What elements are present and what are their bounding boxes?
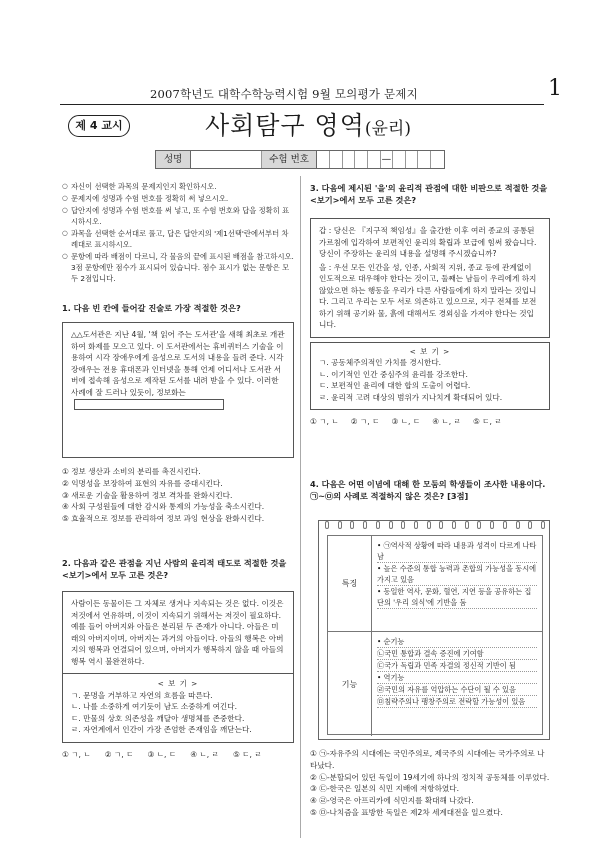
instruction-item: ○ 문제지에 성명과 수험 번호를 정확히 써 넣으시오. bbox=[62, 193, 294, 204]
feature-label: 특징 bbox=[328, 536, 372, 632]
notebook-table bbox=[318, 520, 550, 740]
bogi-item: ㄷ. 보편적인 윤리에 대한 합의 도출이 어렵다. bbox=[319, 381, 471, 390]
option-5[interactable]: ⑤ ㄷ, ㄹ bbox=[472, 417, 502, 426]
question-3-options bbox=[310, 416, 550, 427]
question-4-options bbox=[310, 748, 550, 819]
function-item: ㉡국민 통합과 결속 증진에 기여함 bbox=[377, 648, 537, 660]
subject-title bbox=[205, 106, 411, 142]
exam-number-digit[interactable] bbox=[343, 151, 356, 168]
bogi-label: < 보 기 > bbox=[409, 346, 451, 356]
exam-number-digit[interactable] bbox=[330, 151, 343, 168]
function-item: ㉣국민의 자유를 억압하는 수단이 될 수 있음 bbox=[377, 684, 537, 696]
passage-text: 사람이든 동물이든 그 자체로 생겨나 지속되는 것은 없다. 이것은 저것에서 연유하며, 이것이 지속되기 위해서는 저것이 필요하다. 예를 들어 아버지와 아들은 분리된 두 존재가 아니다. 아들은 미래의 아버지이며, 아버지는 과거의 아들이다. 아들의 행복은 아버지의 행복과 연결되어 있으며, 아버지가 행복하지 않을 때 아들의 행복 역시 불완전하다. bbox=[71, 599, 284, 666]
function-item: • 순기능 bbox=[377, 636, 537, 648]
option-5[interactable]: ⑤ ㄷ, ㄹ bbox=[232, 749, 262, 759]
notebook-spiral bbox=[325, 521, 545, 529]
session-badge: 제 4 교시 bbox=[68, 115, 130, 137]
passage-text: △△도서관은 지난 4월, '책 읽어 주는 도서관'을 새해 최초로 개관하여 화제를 모으고 있다. 이 도서관에서는 휴비퀴터스 기술을 이용하여 시각 장애우에게 음성으로 도서의 내용을 들려 준다. 시각 장애우는 전용 휴대폰과 인터넷을 통해 언제 어디서나 도서관 서버에 접속해 음성으로 제작된 도서를 내려 받을 수 있다. 이러한 사례에 잘 드러나 있듯이, 정보화는 bbox=[71, 330, 285, 397]
exam-number-digit[interactable] bbox=[431, 151, 444, 168]
bogi-item: ㄱ. 문명을 거부하고 자연의 흐름을 따른다. bbox=[71, 690, 213, 700]
function-item: ㉤침략주의나 팽창주의로 전락할 가능성이 있음 bbox=[377, 696, 537, 708]
option-4[interactable]: ④ ㄴ, ㄹ bbox=[432, 417, 461, 426]
question-3-bogi bbox=[310, 342, 550, 411]
question-1-options bbox=[62, 466, 294, 525]
id-bar bbox=[155, 150, 445, 169]
instruction-item: ○ 문항에 따라 배점이 다르니, 각 물음의 끝에 표시된 배점을 참고하시오. 3점 문항에만 점수가 표시되어 있습니다. 점수 표시가 없는 문항은 모두 2점입니다. bbox=[62, 251, 294, 284]
answer-blank bbox=[74, 399, 224, 410]
function-label: 기능 bbox=[328, 632, 372, 736]
function-item: ㉢국가 독립과 민족 자결의 정신적 기반이 됨 bbox=[377, 660, 537, 672]
instructions bbox=[62, 181, 294, 285]
exam-number-digit[interactable] bbox=[418, 151, 431, 168]
exam-number-digit[interactable] bbox=[355, 151, 368, 168]
question-1-stem: 1. 다음 빈 칸에 들어갈 진술로 가장 적절한 것은? bbox=[62, 303, 241, 313]
question-2-passage bbox=[62, 591, 294, 674]
exam-number-digit[interactable] bbox=[393, 151, 406, 168]
dialogue-eul: 을 : 우선 모든 인간을 성, 인종, 사회적 지위, 종교 등에 관계없이 인도적으로 대우해야 한다는 것이고, 둘째는 남들이 우리에게 하지 않았으면 하는 행동을 우리가 다른 사람들에게 하지 말라는 것입니다. 그리고 우리는 모두 서로 의존하고 있으므로, 지구 전체를 보전하기 위해 공기와 물, 흙에 대해서도 경외심을 가져야 한다는 것입니다. bbox=[319, 262, 537, 329]
function-item: • 역기능 bbox=[377, 672, 537, 684]
question-2-bogi bbox=[62, 674, 294, 743]
instruction-item: ○ 답안지에 성명과 수험 번호를 써 넣고, 또 수험 번호와 답을 정확히 표시하시오. bbox=[62, 205, 294, 227]
function-list bbox=[372, 632, 542, 736]
question-3-stem: 3. 다음에 제시된 '을'의 윤리적 관점에 대한 비판으로 적절한 것을 <보기>에서 모두 고른 것은? bbox=[310, 183, 548, 205]
option-1[interactable]: ① 정보 생산과 소비의 분리를 촉진시킨다. bbox=[62, 467, 201, 476]
subject-name: 사회탐구 영역 bbox=[205, 111, 365, 140]
notebook-grid bbox=[327, 535, 543, 735]
name-field[interactable] bbox=[191, 151, 262, 168]
option-4[interactable]: ④ 사회 구성원들에 대한 감시와 통제의 가능성을 축소시킨다. bbox=[62, 502, 265, 512]
option-2[interactable]: ② ㄱ, ㄷ bbox=[350, 417, 380, 426]
option-1[interactable]: ① ㄱ, ㄴ bbox=[310, 417, 339, 426]
option-4[interactable]: ④ ㄴ, ㄹ bbox=[190, 749, 219, 759]
name-label: 성명 bbox=[156, 151, 191, 168]
option-5[interactable]: ⑤ 효율적으로 정보를 관리하여 정보 과잉 현상을 완화시킨다. bbox=[62, 514, 265, 524]
option-3[interactable]: ③ 새로운 기술을 활용하여 정보 격차를 완화시킨다. bbox=[62, 490, 233, 500]
feature-list bbox=[372, 536, 542, 632]
header-rule bbox=[60, 104, 544, 105]
question-1 bbox=[62, 302, 294, 525]
question-4-stem: 4. 다음은 어떤 이념에 대해 한 모둠의 학생들이 조사한 내용이다. ㉠~㉤의 사례로 적절하지 않은 것은? [3점] bbox=[310, 479, 546, 501]
option-4[interactable]: ④ ㉣-영국은 아프리카에 식민지를 확대해 나갔다. bbox=[310, 796, 474, 806]
bogi-item: ㄷ. 만물의 상호 의존성을 깨달아 생명체를 존중한다. bbox=[71, 713, 245, 723]
option-5[interactable]: ⑤ ㉤-나치즘을 표방한 독일은 제2차 세계대전을 일으켰다. bbox=[310, 807, 503, 817]
subject-sub: (윤리) bbox=[364, 119, 411, 139]
option-3[interactable]: ③ ㄴ, ㄷ bbox=[147, 749, 177, 759]
question-4-stem-block bbox=[310, 478, 550, 502]
dialogue-gap: 갑 : 당신은 『지구적 책임성』을 출간한 이후 여러 종교의 공통된 가르침에 입각하여 보편적인 윤리의 확립과 보급에 힘써 왔습니다. 당신이 주장하는 윤리의 내용을 설명해 주시겠습니까? bbox=[319, 226, 537, 258]
option-1[interactable]: ① ㉠-자유주의 시대에는 국민주의로, 제국주의 시대에는 국가주의로 나타났다. bbox=[310, 749, 545, 770]
feature-item: • 동일한 역사, 문화, 혈연, 지연 등을 공유하는 집단의 '우리 의식'에 기반을 둠 bbox=[377, 586, 537, 609]
bogi-item: ㄹ. 자연계에서 인간이 가장 존엄한 존재임을 깨닫는다. bbox=[71, 725, 252, 734]
page-number: 1 bbox=[548, 76, 562, 101]
option-2[interactable]: ② 익명성을 보장하여 표현의 자유를 증대시킨다. bbox=[62, 478, 223, 488]
exam-title: 2007학년도 대학수학능력시험 9월 모의평가 문제지 bbox=[150, 87, 418, 101]
exam-number-digit[interactable] bbox=[317, 151, 330, 168]
exam-number-digit[interactable] bbox=[368, 151, 381, 168]
exam-number-dash: — bbox=[381, 151, 393, 168]
question-2 bbox=[62, 557, 294, 760]
question-2-stem: 2. 다음과 같은 관점을 지닌 사람의 윤리적 태도로 적절한 것을 <보기>에서 모두 고른 것은? bbox=[62, 558, 287, 580]
column-divider bbox=[300, 176, 301, 838]
question-3 bbox=[310, 182, 550, 427]
bogi-item: ㄱ. 공동체주의적인 가치를 경시한다. bbox=[319, 358, 442, 367]
exam-number-label: 수험 번호 bbox=[262, 151, 317, 168]
option-3[interactable]: ③ ㉢-한국은 일본의 식민 지배에 저항하였다. bbox=[310, 784, 459, 794]
option-3[interactable]: ③ ㄴ, ㄷ bbox=[391, 417, 421, 426]
question-2-options bbox=[62, 749, 294, 760]
instruction-item: ○ 자신이 선택한 과목의 문제지인지 확인하시오. bbox=[62, 181, 294, 192]
bogi-item: ㄴ. 이기적인 인간 중심주의 윤리를 강조한다. bbox=[319, 369, 468, 379]
question-1-passage bbox=[62, 322, 294, 458]
feature-item: • 높은 수준의 통합 능력과 촌합의 가능성을 동시에 가지고 있음 bbox=[377, 564, 537, 584]
option-2[interactable]: ② ㉡-분할되어 있던 독일이 19세기에 하나의 정치적 공동체를 이루었다. bbox=[310, 772, 550, 782]
option-1[interactable]: ① ㄱ, ㄴ bbox=[62, 749, 91, 759]
feature-item: • ㉠역사적 상황에 따라 내용과 성격이 다르게 나타남 bbox=[377, 541, 537, 561]
bogi-item: ㄹ. 윤리적 고려 대상의 범위가 지나치게 확대되어 있다. bbox=[319, 392, 503, 402]
exam-number-digit[interactable] bbox=[406, 151, 419, 168]
question-3-passage bbox=[310, 218, 550, 338]
instruction-item: ○ 과목을 선택한 순서대로 풀고, 답은 답안지의 '제1선택'란에서부터 차례대로 표시하시오. bbox=[62, 228, 294, 250]
bogi-item: ㄴ. 나를 소중하게 여기듯이 남도 소중하게 여긴다. bbox=[71, 702, 238, 711]
option-2[interactable]: ② ㄱ, ㄷ bbox=[104, 749, 134, 759]
bogi-label: < 보 기 > bbox=[157, 679, 199, 688]
